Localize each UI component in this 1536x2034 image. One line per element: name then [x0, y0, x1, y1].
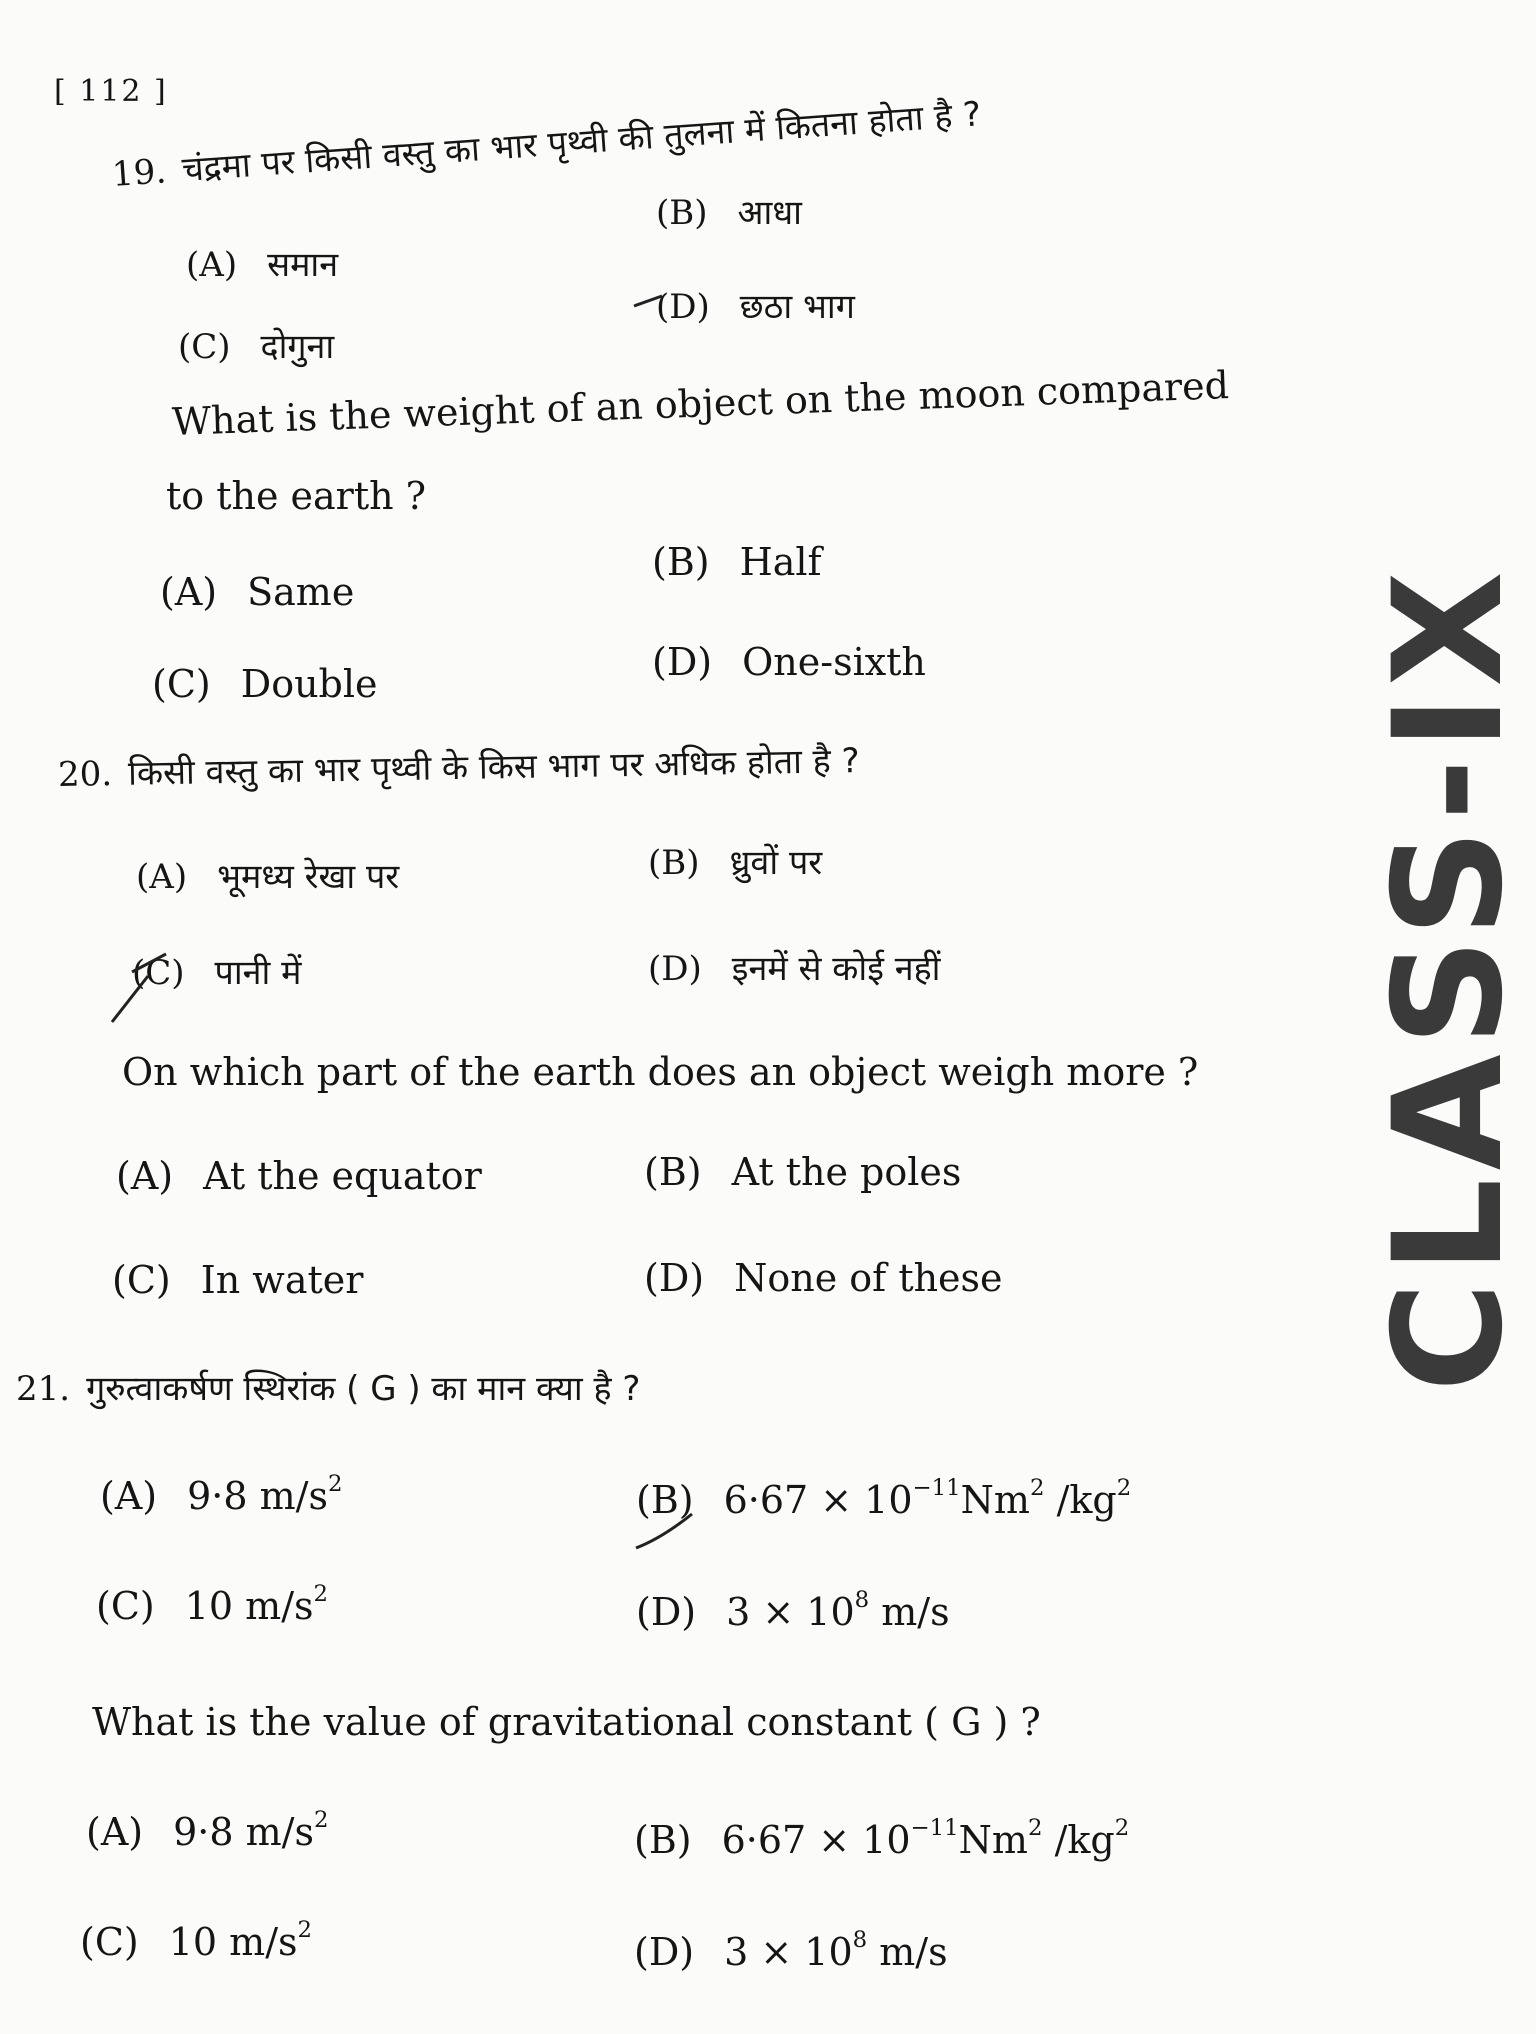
- answer-tick-mark: [108, 948, 204, 1028]
- q21-en-option-c: (C) 10 $m/s^2$: [80, 1916, 313, 1964]
- q19-hi-option-a: (A) समान: [186, 245, 339, 285]
- q21-hi-option-b: (B) $6\cdot 67 \times 10^{-11}Nm^2$ $/kg^2$: [636, 1474, 1132, 1522]
- q20-hi-option-c: (C) पानी में: [132, 953, 302, 993]
- q19-en-option-c: (C) Double: [152, 662, 378, 706]
- q21-en-option-b: (B) $6\cdot 67 \times 10^{-11}Nm^2$ $/kg^2$: [634, 1814, 1130, 1862]
- q20-hi-option-a: (A) भूमध्य रेखा पर: [136, 857, 400, 897]
- q21-hi-option-a: (A) 9·8 $m/s^2$: [100, 1470, 343, 1518]
- q20-english-question: On which part of the earth does an object weigh more ?: [122, 1050, 1199, 1094]
- q19-en-option-a: (A) Same: [160, 570, 355, 614]
- q19-english-question-line1: What is the weight of an object on the moon compared: [171, 363, 1230, 444]
- q21-number: 21.: [16, 1369, 71, 1409]
- q21-en-option-d: (D) $3 \times 10^8$ m/s: [634, 1926, 948, 1974]
- q21-en-option-a: (A) 9·8 $m/s^2$: [86, 1806, 329, 1854]
- q19-number: 19.: [110, 151, 168, 195]
- q20-number: 20.: [57, 754, 113, 795]
- answer-tick-mark: [632, 290, 666, 314]
- q21-hindi-question: 21. गुरुत्वाकर्षण स्थिरांक ( G ) का मान क्या है ?: [16, 1369, 641, 1409]
- q20-en-option-a: (A) At the equator: [116, 1154, 482, 1198]
- q19-hi-option-b: (B) आधा: [656, 193, 802, 233]
- q20-en-option-b: (B) At the poles: [644, 1150, 962, 1194]
- side-class-label: CLASS-IX: [1362, 563, 1536, 1393]
- page-number: [ 112 ]: [54, 74, 168, 109]
- q19-hi-option-c: (C) दोगुना: [178, 327, 335, 367]
- answer-tick-mark: [632, 1504, 712, 1554]
- q20-hindi-question: 20. किसी वस्तु का भार पृथ्वी के किस भाग पर अधिक होता है ?: [57, 741, 860, 795]
- q19-hindi-question: 19. चंद्रमा पर किसी वस्तु का भार पृथ्वी की तुलना में कितना होता है ?: [110, 94, 983, 195]
- q21-hi-option-c: (C) 10 $m/s^2$: [96, 1580, 329, 1628]
- q21-hi-option-d: (D) $3 \times 10^8$ m/s: [636, 1586, 950, 1634]
- q20-hi-option-d: (D) इनमें से कोई नहीं: [648, 949, 941, 989]
- q19-english-question-line2: to the earth ?: [166, 474, 427, 518]
- q19-en-option-d: (D) One-sixth: [652, 640, 926, 684]
- q20-en-option-c: (C) In water: [112, 1258, 364, 1302]
- q21-english-question: What is the value of gravitational constant ( G ) ?: [92, 1700, 1041, 1744]
- q20-en-option-d: (D) None of these: [644, 1256, 1003, 1300]
- q20-hi-option-b: (B) ध्रुवों पर: [648, 843, 823, 883]
- q19-hi-option-d: (D) छठा भाग: [656, 287, 855, 327]
- q19-en-option-b: (B) Half: [652, 540, 822, 584]
